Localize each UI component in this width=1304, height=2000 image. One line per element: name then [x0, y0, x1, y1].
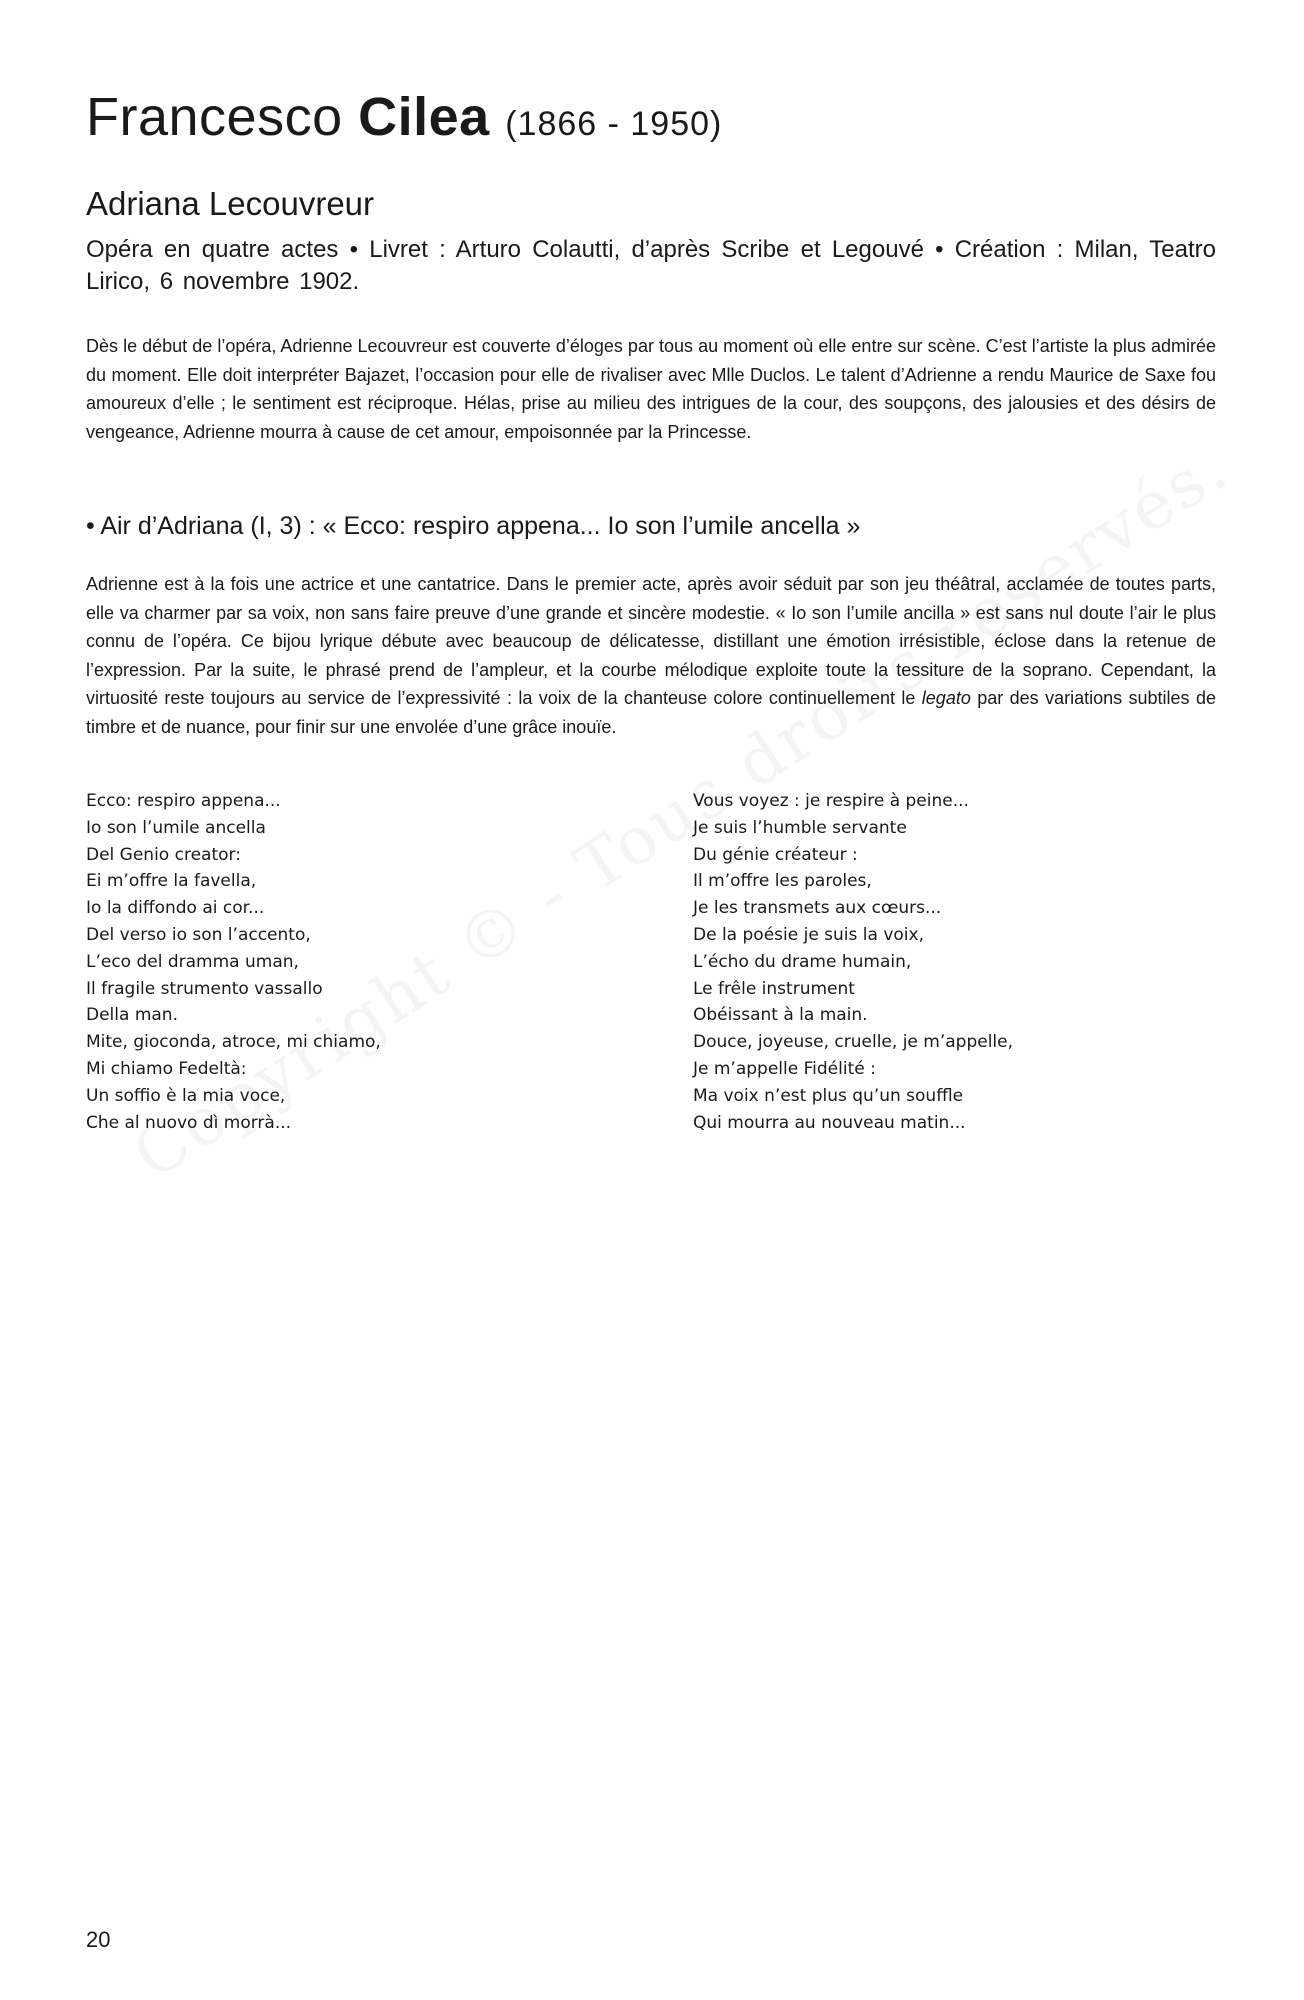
- aria-description-text: Adrienne est à la fois une actrice et une cantatrice. Dans le premier acte, après avoir séduit par son jeu théâtral, acclamée de toutes parts, elle va charmer par sa voix, non sans faire preuve d’une grande et sincère modestie. « Io son l’umile ancilla » est sans nul doute l’air le plus connu de l’opéra. Ce bijou lyrique débute avec beaucoup de délicatesse, distillant une émotion irrésistible, éclose dans la retenue de l’expression. Par la suite, le phrasé prend de l’ampleur, et la courbe mélodique exploite toute la tessiture de la soprano. Cependant, la virtuosité reste toujours au service de l’expressivité : la voix de la chanteuse colore continuellement le: [86, 574, 1216, 708]
- lyric-line-french: Vous voyez : je respire à peine...: [693, 791, 969, 811]
- aria-heading: • Air d’Adriana (I, 3) : « Ecco: respiro appena... Io son l’umile ancella »: [86, 512, 861, 540]
- composer-first-name: Francesco: [86, 87, 343, 147]
- lyric-line-french: Ma voix n’est plus qu’un souffle: [693, 1085, 964, 1106]
- lyric-line-french: Je les transmets aux cœurs...: [693, 898, 942, 919]
- lyric-line-italian: Mite, gioconda, atroce, mi chiamo,: [86, 1032, 381, 1053]
- lyrics-italian: [86, 788, 381, 1136]
- lyric-line-italian: Il fragile strumento vassallo: [86, 978, 323, 999]
- lyric-line-italian: Io la diffondo ai cor...: [86, 898, 265, 919]
- work-title: Adriana Lecouvreur: [86, 185, 375, 222]
- lyric-line-italian: Del verso io son l’accento,: [86, 924, 311, 945]
- lyric-line-french: Douce, joyeuse, cruelle, je m’appelle,: [693, 1032, 1014, 1053]
- lyric-line-french: L’écho du drame humain,: [693, 951, 912, 972]
- lyric-line-italian: Del Genio creator:: [86, 844, 241, 865]
- lyric-line-french: Qui mourra au nouveau matin...: [693, 1112, 966, 1133]
- aria-description: [86, 570, 1216, 741]
- composer-heading: [86, 86, 722, 155]
- lyric-line-french: Obéissant à la main.: [693, 1005, 868, 1026]
- lyrics-french: [693, 788, 1013, 1136]
- lyric-line-french: Du génie créateur :: [693, 844, 858, 865]
- synopsis-paragraph: Dès le début de l’opéra, Adrienne Lecouvreur est couverte d’éloges par tous au moment où elle entre sur scène. C’est l’artiste la plus admirée du moment. Elle doit interpréter Bajazet, l’occasion pour elle de rivaliser avec Mlle Duclos. Le talent d’Adrienne a rendu Maurice de Saxe fou amoureux d’elle ; le sentiment est réciproque. Hélas, prise au milieu des intrigues de la cour, des soupçons, des jalousies et des désirs de vengeance, Adrienne mourra à cause de cet amour, empoisonnée par la Princesse.: [86, 336, 1216, 442]
- lyric-line-italian: Mi chiamo Fedeltà:: [86, 1058, 247, 1079]
- lyric-line-french: Je suis l’humble servante: [693, 817, 907, 838]
- lyric-line-french: De la poésie je suis la voix,: [693, 924, 924, 945]
- aria-description-text-end: par des variations subtiles de timbre et de nuance, pour finir sur une envolée d’une grâce inouïe.: [86, 688, 1216, 737]
- lyric-line-italian: L’eco del dramma uman,: [86, 951, 299, 972]
- lyric-line-italian: Ei m’offre la favella,: [86, 871, 257, 892]
- lyric-line-french: Il m’offre les paroles,: [693, 871, 872, 892]
- composer-last-name: Cilea: [358, 87, 490, 147]
- lyric-line-italian: Della man.: [86, 1005, 178, 1026]
- lyric-line-italian: Che al nuovo dì morrà...: [86, 1112, 292, 1133]
- document-page: [86, 0, 1216, 2000]
- work-info: Opéra en quatre actes • Livret : Arturo Colautti, d’après Scribe et Legouvé • Création : Milan, Teatro Lirico, 6 novembre 1902.: [86, 236, 1216, 295]
- composer-dates: (1866 - 1950): [505, 105, 723, 143]
- lyric-line-italian: Un soffio è la mia voce,: [86, 1085, 286, 1106]
- lyric-line-italian: Ecco: respiro appena...: [86, 791, 281, 811]
- lyric-line-french: Le frêle instrument: [693, 978, 855, 999]
- aria-description-italic: legato: [921, 688, 971, 708]
- lyric-line-italian: Io son l’umile ancella: [86, 817, 266, 838]
- page-number: 20: [86, 1927, 111, 1952]
- lyric-line-french: Je m’appelle Fidélité :: [693, 1058, 876, 1079]
